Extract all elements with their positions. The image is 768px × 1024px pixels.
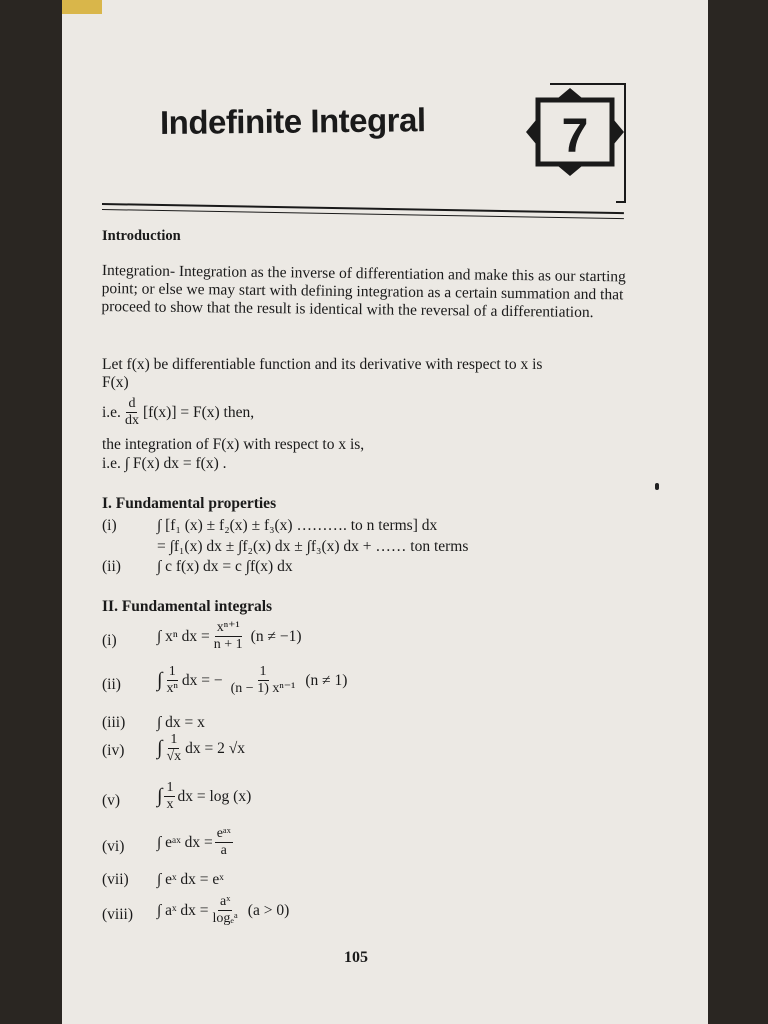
integral-iv-lhs-fraction: [164, 732, 183, 765]
integral-num-iv: (iv): [102, 742, 125, 759]
integral-iv: [157, 732, 245, 765]
integral-ii-condition: (n ≠ 1): [305, 671, 348, 689]
integral-ii-mid: dx = −: [181, 671, 223, 689]
integral-vi-lhs: ∫ eᵃˣ dx =: [157, 833, 213, 851]
frac-denominator: xⁿ: [166, 681, 178, 696]
integral-num-ii: (ii): [102, 676, 121, 693]
intro-heading: Introduction: [102, 228, 181, 244]
integral-iv-rhs: dx = 2 √x: [185, 739, 246, 757]
integral-vi: [157, 826, 235, 859]
integral-num-v: (v): [102, 792, 121, 809]
intro-paragraph: Integration- Integration as the inverse of differentiation and make this as our starting point; or else we may start with defining integration as a certain summation and that proceed to show that the result is identical with the reversal of a differentiation.: [101, 262, 626, 322]
frac-numerator: xⁿ⁺¹: [216, 620, 240, 635]
prop-ii-line1: ∫ c f(x) dx = c ∫f(x) dx: [157, 558, 293, 575]
integral-viii: [157, 894, 289, 927]
integral-i: [157, 620, 301, 653]
integral-ii-fraction: [229, 664, 298, 697]
prop-i-line1: ∫ [f₁ (x) ± f₂(x) ± f₃(x) ………. to n terms] dx: [157, 517, 438, 534]
frac-denominator: logₑᵃ: [212, 911, 238, 926]
integral-num-iii: (iii): [102, 714, 126, 731]
let-line-2: F(x): [102, 374, 129, 391]
integral-sign: ∫: [157, 737, 163, 759]
page-corner-tab: [62, 0, 102, 14]
integral-vi-fraction: [215, 826, 233, 859]
ie-derivative-rest: [f(x)] = F(x) then,: [142, 403, 255, 421]
d-dx-fraction: [123, 396, 141, 429]
integral-iii: ∫ dx = x: [157, 714, 205, 731]
frac-denominator: n + 1: [213, 637, 243, 652]
ie-label: i.e.: [102, 403, 121, 421]
integral-i-condition: (n ≠ −1): [250, 627, 302, 645]
integral-viii-fraction: [210, 894, 239, 927]
frac-numerator: d: [128, 396, 136, 411]
section2-heading: II. Fundamental integrals: [102, 598, 273, 615]
chapter-badge: [522, 76, 628, 208]
page-number: 105: [344, 949, 368, 966]
frac-denominator: (n − 1) xⁿ⁻¹: [230, 681, 296, 696]
section1-heading: I. Fundamental properties: [102, 495, 277, 512]
integration-line: the integration of F(x) with respect to x is,: [102, 436, 365, 453]
book-page: [62, 0, 708, 1024]
prop-num-ii: (ii): [102, 558, 121, 575]
integral-v-lhs-fraction: [164, 780, 175, 813]
integral-sign: ∫: [157, 785, 163, 807]
frac-denominator: √x: [166, 749, 182, 764]
frac-numerator: 1: [168, 664, 176, 679]
frac-numerator: 1: [259, 664, 267, 679]
frac-numerator: 1: [166, 780, 174, 795]
integral-ii: [157, 664, 347, 697]
integral-num-viii: (viii): [102, 906, 133, 923]
integral-vii: ∫ eˣ dx = eˣ: [157, 871, 224, 888]
frac-numerator: 1: [170, 732, 178, 747]
ink-mark: [655, 483, 659, 490]
prop-num-i: (i): [102, 517, 117, 534]
ie-derivative-line: [102, 396, 254, 429]
frac-denominator: x: [166, 797, 174, 812]
integral-num-vi: (vi): [102, 838, 125, 855]
integral-num-i: (i): [102, 632, 117, 649]
integral-viii-condition: (a > 0): [247, 901, 290, 919]
integral-ii-lhs-fraction: [164, 664, 179, 697]
frac-denominator: dx: [124, 413, 139, 428]
integral-v-rhs: dx = log (x): [177, 787, 252, 805]
integral-sign: ∫: [157, 669, 163, 691]
chapter-title: Indefinite Integral: [159, 101, 426, 141]
chapter-number: 7: [561, 110, 589, 163]
ie-integral-line: i.e. ∫ F(x) dx = f(x) .: [102, 455, 227, 472]
prop-i-line2: = ∫f₁(x) dx ± ∫f₂(x) dx ± ∫f₃(x) dx + …… ton terms: [157, 538, 469, 555]
integral-i-lhs: ∫ xⁿ dx =: [157, 627, 210, 645]
frac-denominator: a: [220, 843, 227, 858]
frac-numerator: aˣ: [220, 894, 231, 909]
integral-i-fraction: [212, 620, 245, 653]
integral-viii-lhs: ∫ aˣ dx =: [157, 901, 209, 919]
frac-numerator: eᵃˣ: [216, 826, 231, 841]
integral-num-vii: (vii): [102, 871, 129, 888]
integral-v: [157, 780, 251, 813]
let-line-1: Let f(x) be differentiable function and its derivative with respect to x is: [102, 356, 543, 373]
